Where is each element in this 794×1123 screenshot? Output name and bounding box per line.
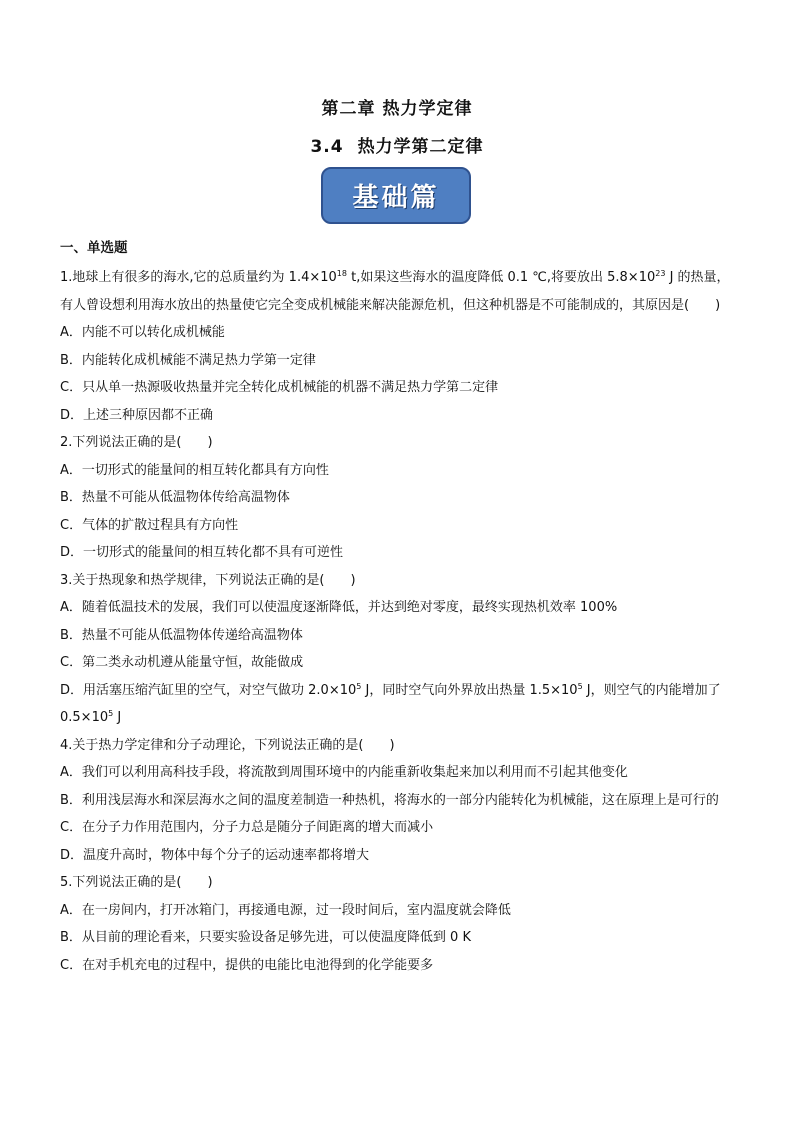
- question-4-stem: 4.关于热力学定律和分子动理论，下列说法正确的是( ): [60, 737, 395, 753]
- section-number: 3.4: [310, 137, 344, 157]
- question-2-stem: 2.下列说法正确的是( ): [60, 435, 213, 450]
- question-4-option-d: D．温度升高时，物体中每个分子的运动速率都将增大: [60, 847, 370, 863]
- chapter-title: 第二章 热力学定律: [321, 99, 473, 119]
- question-3-option-d: [60, 677, 736, 732]
- question-2-option-a: A．一切形式的能量间的相互转化都具有方向性: [60, 462, 329, 478]
- q1-stem-part: 1.地球上有很多的海水,它的总质量约为 1.4×10: [60, 270, 337, 285]
- section-title-text: 热力学第二定律: [357, 137, 484, 157]
- question-3-stem: 3.关于热现象和热学规律，下列说法正确的是( ): [60, 572, 356, 588]
- q3d-part: J，同时空气向外界放出热量 1.5×10: [361, 682, 578, 698]
- section-heading: 一、单选题: [60, 240, 128, 256]
- q1-stem-part: J 的热量，有人曾设想利用海水放出的热量使它完全变成机械能来解决能源危机，但这种机器是不可能制成的，其原因是( ): [60, 270, 730, 313]
- question-1-stem: [60, 264, 736, 319]
- question-4-option-a: A．我们可以利用高科技手段，将流散到周围环境中的内能重新收集起来加以利用而不引起其他变化: [60, 765, 628, 780]
- question-3-option-b: B．热量不可能从低温物体传递给高温物体: [60, 627, 303, 643]
- q1-exponent: 18: [336, 269, 347, 278]
- q3d-exponent: 5: [356, 681, 362, 691]
- q3d-exponent: 5: [577, 681, 583, 691]
- question-3-option-a: A．随着低温技术的发展，我们可以使温度逐渐降低，并达到绝对零度，最终实现热机效率 100%: [60, 600, 618, 615]
- q3d-exponent: 5: [108, 709, 114, 718]
- question-1-option-c: C．只从单一热源吸收热量并完全转化成机械能的机器不满足热力学第二定律: [60, 380, 499, 395]
- question-2-option-d: D．一切形式的能量间的相互转化都不具有可逆性: [60, 545, 344, 560]
- question-5-option-c: C．在对手机充电的过程中，提供的电能比电池得到的化学能要多: [60, 957, 434, 973]
- question-1-option-d: D．上述三种原因都不正确: [60, 407, 214, 423]
- q1-exponent: 23: [655, 269, 666, 278]
- question-list: [60, 236, 736, 979]
- section-title: [0, 132, 794, 157]
- question-4-option-c: C．在分子力作用范围内，分子力总是随分子间距离的增大而减小: [60, 820, 434, 835]
- q3d-part: J，则空气的内能增加了 0.5×10: [60, 682, 721, 725]
- q3d-part: J: [113, 710, 122, 725]
- question-1-option-b: B．内能转化成机械能不满足热力学第一定律: [60, 352, 316, 368]
- question-5-stem: 5.下列说法正确的是( ): [60, 875, 213, 890]
- q3d-part: D．用活塞压缩汽缸里的空气，对空气做功 2.0×10: [60, 682, 357, 698]
- question-3-option-c: C．第二类永动机遵从能量守恒，故能做成: [60, 655, 304, 670]
- q1-stem-part: t,如果这些海水的温度降低 0.1 ℃,将要放出 5.8×10: [346, 270, 656, 285]
- level-badge: 基础篇: [321, 167, 471, 224]
- question-2-option-b: B．热量不可能从低温物体传给高温物体: [60, 490, 290, 505]
- question-1-option-a: A．内能不可以转化成机械能: [60, 325, 225, 340]
- question-2-option-c: C．气体的扩散过程具有方向性: [60, 517, 239, 533]
- question-5-option-a: A．在一房间内，打开冰箱门，再接通电源，过一段时间后，室内温度就会降低: [60, 902, 511, 918]
- question-4-option-b: B．利用浅层海水和深层海水之间的温度差制造一种热机，将海水的一部分内能转化为机械能，这在原理上是可行的: [60, 792, 719, 808]
- question-5-option-b: B．从目前的理论看来，只要实验设备足够先进，可以使温度降低到 0 K: [60, 930, 471, 945]
